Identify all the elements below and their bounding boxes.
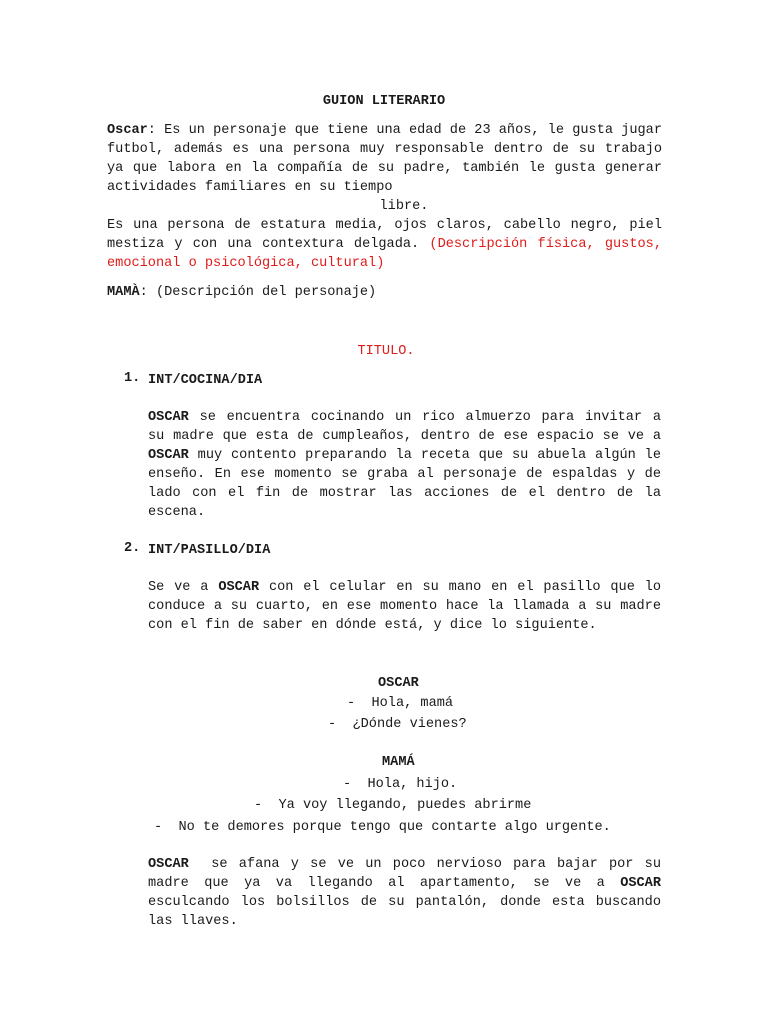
character-name: OSCAR: [620, 876, 661, 891]
scene-heading: INT/PASILLO/DIA: [148, 543, 271, 558]
character-name: OSCAR: [148, 857, 189, 872]
mama-description-text: : (Descripción del personaje): [139, 285, 377, 300]
action-text: Se ve a: [148, 580, 219, 595]
dialogue-line: - Hola, mamá: [347, 696, 454, 711]
scene-number: 1.: [124, 371, 141, 386]
dialogue-line: - No te demores porque tengo que contarte algo urgente.: [154, 820, 611, 835]
dialogue-line: - ¿Dónde vienes?: [328, 717, 467, 732]
final-action: [148, 855, 670, 931]
character-name: OSCAR: [148, 448, 189, 463]
mama-name: MAMÀ: [107, 285, 140, 300]
scene-action: [148, 408, 661, 522]
character-name: OSCAR: [148, 410, 189, 425]
document-title: GUION LITERARIO: [322, 94, 446, 109]
action-text: muy contento preparando la receta que su abuela algún le enseño. En ese momento se graba al personaje de espaldas y de lado con el fin de mostrar las acciones de el dentro de la escena.: [148, 448, 661, 520]
mama-description: [107, 283, 662, 302]
oscar-physical-text: Es una persona de estatura media, ojos claros, cabello negro, piel mestiza y con una contextura delgada.: [107, 218, 662, 252]
oscar-physical-description: [107, 216, 662, 273]
dialogue-character: MAMÁ: [382, 755, 415, 770]
script-title: TITULO.: [357, 344, 415, 359]
oscar-description-text: : Es un personaje que tiene una edad de 23 años, le gusta jugar futbol, además es una persona muy responsable dentro de su trabajo ya que labora en la compañía de su padre, también le gusta generar actividades familiares en su tiempo: [107, 123, 662, 195]
scene-number: 2.: [124, 541, 141, 556]
dialogue-line: - Ya voy llegando, puedes abrirme: [254, 798, 532, 813]
description-note: (Descripción física, gustos, emocional o psicológica, cultural): [107, 237, 662, 271]
character-name: OSCAR: [218, 580, 260, 595]
action-text: esculcando los bolsillos de su pantalón, donde esta buscando las llaves.: [148, 876, 670, 929]
action-text: se afana y se ve un poco nervioso para bajar por su madre que ya va llegando al apartamento, se ve a: [148, 857, 670, 891]
oscar-description: [107, 121, 662, 197]
oscar-name: Oscar: [107, 123, 148, 138]
scene-action: [148, 578, 661, 635]
oscar-description-end: libre.: [379, 199, 429, 214]
dialogue-line: - Hola, hijo.: [343, 777, 458, 792]
action-text: con el celular en su mano en el pasillo que lo conduce a su cuarto, en ese momento hace la llamada a su madre con el fin de saber en dónde está, y dice lo siguiente.: [148, 580, 662, 633]
scene-heading: INT/COCINA/DIA: [148, 373, 263, 388]
dialogue-character: OSCAR: [378, 676, 419, 691]
action-text: se encuentra cocinando un rico almuerzo para invitar a su madre que esta de cumpleaños, dentro de ese espacio se ve a: [148, 410, 661, 444]
